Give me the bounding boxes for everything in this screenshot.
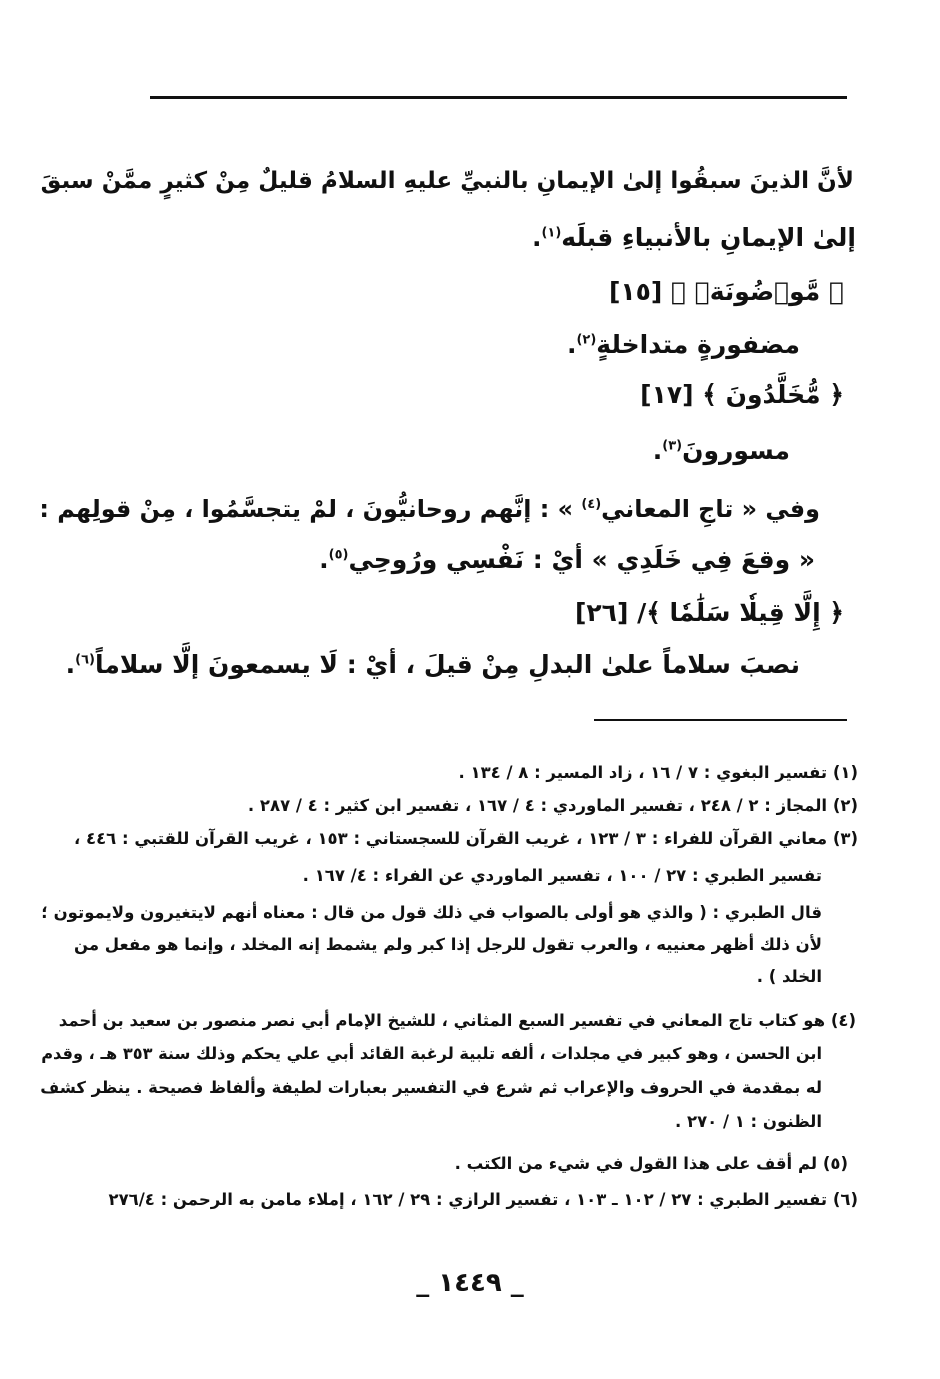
footnote-text: ابن الحسن ، وهو كبير في مجلدات ، ألفه تلبية لرغبة القائد أبي علي يحكم وذلك سنة ٣٥٣ هـ ، وقدم xyxy=(41,1044,822,1063)
period: . xyxy=(652,436,663,465)
footnote-4 xyxy=(59,1011,856,1030)
body-text-line: لأنَّ الذينَ سبقُوا إلىٰ الإيمانِ بالنبيِّ عليهِ السلامُ قليلٌ مِنْ كثيرٍ ممَّنْ سبقَ xyxy=(40,168,854,194)
gloss-17 xyxy=(653,436,790,465)
footnote-text: (٢) المجاز : ٢ / ٢٤٨ ، تفسير الماوردي : ٤ / ١٦٧ ، تفسير ابن كثير : ٤ / ٢٨٧ . xyxy=(247,796,858,815)
verse-17 xyxy=(640,380,844,409)
quran-verse: ﴿ إِلَّا قِيلٗا سَلَٰمٗا ﴾/ [٢٦] xyxy=(574,598,844,627)
body-text: نصبَ سلاماً علىٰ البدلِ مِنْ قيلَ ، أيْ : لَا يسمعونَ إلَّا سلاماً xyxy=(94,650,800,679)
footnote-ref: (١) xyxy=(541,225,562,241)
page-number: _ ١٤٤٩ _ xyxy=(416,1268,524,1298)
footnote-1 xyxy=(459,763,858,782)
quran-verse: ﴿ مَّوۡضُونَةٖ ﴾ [١٥] xyxy=(608,277,844,306)
body-text: » : إنَّهم روحانيُّونَ ، لمْ يتجسَّمُوا ، مِنْ قولِهم : xyxy=(39,495,582,523)
footnote-text: (٤) هو كتاب تاج المعاني في تفسير السبع المثاني ، للشيخ الإمام أبي نصر منصور بن سعيد بن أحمد xyxy=(58,1011,856,1030)
quran-verse: ﴿ مُّخَلَّدُونَ ﴾ [١٧] xyxy=(640,380,844,409)
taj-line-1 xyxy=(39,495,820,523)
footnote-2 xyxy=(248,796,858,815)
body-line-1 xyxy=(41,168,854,194)
body-text: وفي « تاجِ المعاني xyxy=(601,495,820,523)
footnote-ref: (٣) xyxy=(662,438,683,454)
footnote-4-line-3 xyxy=(40,1078,822,1097)
period: . xyxy=(531,223,542,252)
period: . xyxy=(65,650,76,679)
footnote-text: له بمقدمة في الحروف والإعراب ثم شرع في التفسير بعبارات لطيفة وألفاظ فصيحة . ينظر كشف xyxy=(40,1078,822,1097)
gloss-text: مسورونَ xyxy=(682,436,790,465)
footnote-text: الخلد ) . xyxy=(756,967,822,986)
footnote-4-line-2 xyxy=(41,1044,822,1063)
footnote-3-line-3 xyxy=(41,903,822,922)
footnote-3-line-5 xyxy=(757,967,822,986)
gloss-text: مضفورةٍ متداخلةٍ xyxy=(596,330,800,359)
footnote-text: (٦) تفسير الطبري : ٢٧ / ١٠٢ ـ ١٠٣ ، تفسير الرازي : ٢٩ / ١٦٢ ، إملاء مامن به الرحمن : ٢٧٦/٤ xyxy=(108,1190,858,1209)
footnote-3-line-4 xyxy=(74,935,822,954)
body-text-line: إلىٰ الإيمانِ بالأنبياءِ قبلَه xyxy=(561,223,856,252)
verse-15 xyxy=(609,277,844,306)
gloss-15 xyxy=(567,330,800,359)
footnote-4-line-4 xyxy=(675,1112,822,1131)
nasb-line xyxy=(66,650,800,679)
body-line-2 xyxy=(532,223,856,252)
footnote-5 xyxy=(455,1154,848,1173)
footnote-text: تفسير الطبري : ٢٧ / ١٠٠ ، تفسير الماوردي عن الفراء : ٤/ ١٦٧ . xyxy=(302,866,822,885)
footnote-text: الظنون : ١ / ٢٧٠ . xyxy=(674,1112,822,1131)
footnote-text: (٣) معاني القرآن للفراء : ٣ / ١٢٣ ، غريب القرآن للسجستاني : ١٥٣ ، غريب القرآن للقتبي : ٤٤٦ ، xyxy=(74,829,858,848)
footnote-rule xyxy=(594,719,847,721)
footnote-ref: (٢) xyxy=(576,332,597,348)
body-text: « وقعَ فِي خَلَدِي » أيْ : نَفْسِي ورُوحِي xyxy=(348,545,815,574)
footnote-text: لأن ذلك أظهر معنييه ، والعرب تقول للرجل إذا كبر ولم يشمط إنه المخلد ، وإنما هو مفعل من xyxy=(74,935,822,954)
footnote-text: (١) تفسير البغوي : ٧ / ١٦ ، زاد المسير : ٨ / ١٣٤ . xyxy=(458,763,858,782)
period: . xyxy=(566,330,577,359)
verse-26 xyxy=(575,598,844,627)
footnote-text: قال الطبري : ( والذي هو أولى بالصواب في ذلك قول من قال : معناه أنهم لايتغيرون ولايموتون ؛ xyxy=(41,903,822,922)
taj-line-2 xyxy=(319,545,815,574)
footnote-text: (٥) لم أقف على هذا القول في شيء من الكتب . xyxy=(454,1154,848,1173)
period: . xyxy=(319,545,329,574)
footnote-6 xyxy=(109,1190,858,1209)
footnote-3 xyxy=(74,829,858,848)
footnote-3-line-2 xyxy=(303,866,822,885)
top-rule xyxy=(150,96,847,99)
footnote-ref: (٥) xyxy=(328,547,349,563)
footnote-ref: (٤) xyxy=(581,497,602,513)
footnote-ref: (٦) xyxy=(75,652,95,668)
